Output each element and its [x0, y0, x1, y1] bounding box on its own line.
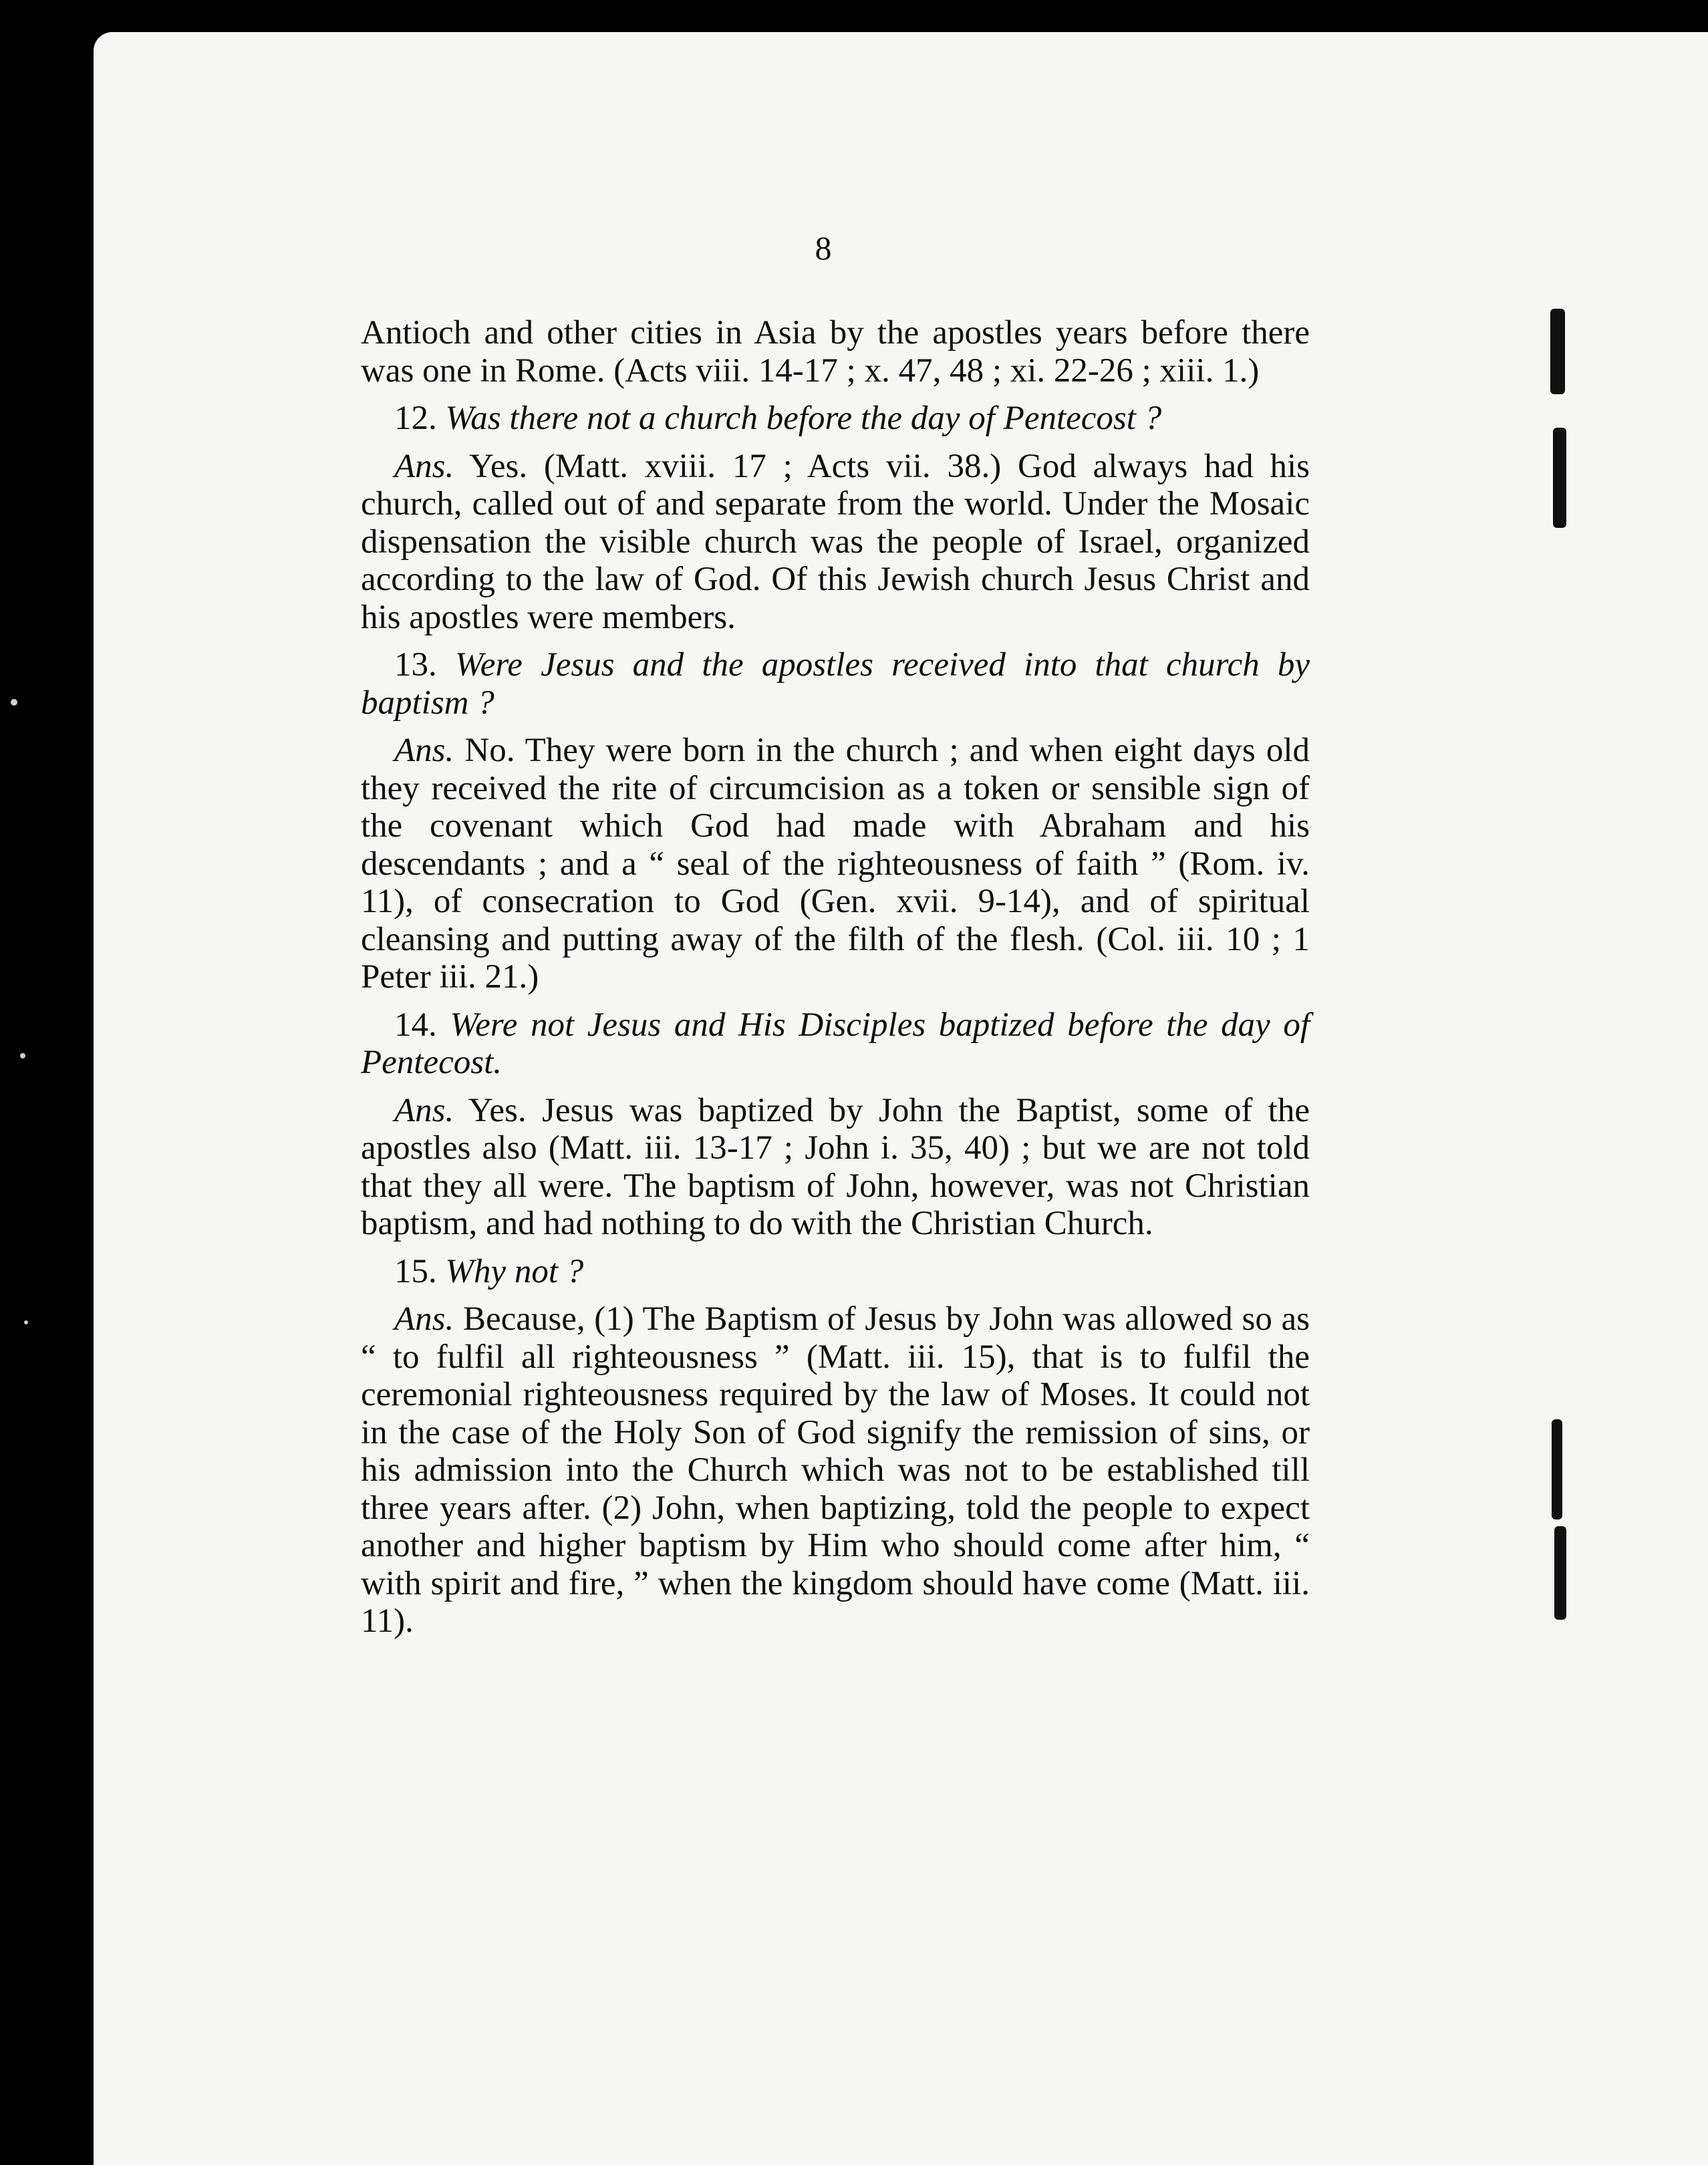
question-14: [361, 1006, 1310, 1082]
question-number: 13.: [394, 646, 437, 684]
question-text: Were not Jesus and His Disciples baptized before the day of Pentecost.: [361, 1006, 1310, 1081]
answer-text: No. They were born in the church ; and when eight days old they received the rite of circumcision as a token or sensible sign of the covenant which God had made with Abraham and his descendants ; and a “ seal of the righteousness of faith ” (Rom. iv. 11), of consecration to God (Gen. xvii. 9-14), and of spiritual cleansing and putting away of the filth of the flesh. (Col. iii. 10 ; 1 Peter iii. 21.): [361, 732, 1310, 996]
answer-text: Yes. (Matt. xviii. 17 ; Acts vii. 38.) God always had his church, called out of and separate from the world. Under the Mosaic dispensation the visible church was the people of Israel, organized according to the law of God. Of this Jewish church Jesus Christ and his apostles were members.: [361, 447, 1310, 636]
binding-mark-3: [1552, 1419, 1562, 1520]
question-number: 12.: [394, 400, 437, 437]
question-text: Why not ?: [445, 1252, 584, 1290]
answer-13: [361, 732, 1310, 996]
answer-15: [361, 1300, 1310, 1640]
margin-speck: [11, 699, 17, 706]
continuation-paragraph: Antioch and other cities in Asia by the apostles years before there was one in Rome. (Acts viii. 14-17 ; x. 47, 48 ; xi. 22-26 ; xiii. 1.): [361, 314, 1310, 390]
answer-label: Ans.: [394, 447, 454, 485]
binding-mark-4: [1554, 1526, 1566, 1620]
binding-mark-1: [1550, 309, 1565, 394]
question-number: 14.: [394, 1006, 437, 1044]
question-13: [361, 646, 1310, 722]
question-number: 15.: [394, 1252, 437, 1290]
answer-label: Ans.: [394, 732, 454, 769]
question-text: Were Jesus and the apostles received into that church by baptism ?: [361, 646, 1310, 722]
answer-text: Because, (1) The Baptism of Jesus by John was allowed so as “ to fulfil all righteousness ” (Matt. iii. 15), that is to fulfil the ceremonial righteousness required by the law of Moses. It could not in the case of the Holy Son of God signify the remission of sins, or his admission into the Church which was not to be established till three years after. (2) John, when baptizing, told the people to expect another and higher baptism by Him who should come after him, “ with spirit and fire, ” when the kingdom should have come (Matt. iii. 11).: [361, 1300, 1310, 1640]
binding-mark-2: [1553, 428, 1566, 528]
answer-14: [361, 1092, 1310, 1243]
page-text: [361, 314, 1310, 1650]
margin-speck: [20, 1053, 25, 1058]
page-number: 8: [815, 229, 832, 267]
margin-speck: [24, 1320, 28, 1324]
question-text: Was there not a church before the day of Pentecost ?: [445, 400, 1162, 437]
question-12: [361, 400, 1310, 438]
question-15: [361, 1253, 1310, 1291]
answer-12: [361, 448, 1310, 637]
answer-text: Yes. Jesus was baptized by John the Baptist, some of the apostles also (Matt. iii. 13-17 ; John i. 35, 40) ; but we are not told that they all were. The baptism of John, however, was not Christian baptism, and had nothing to do with the Christian Church.: [361, 1091, 1310, 1242]
answer-label: Ans.: [394, 1300, 454, 1338]
answer-label: Ans.: [394, 1091, 454, 1129]
